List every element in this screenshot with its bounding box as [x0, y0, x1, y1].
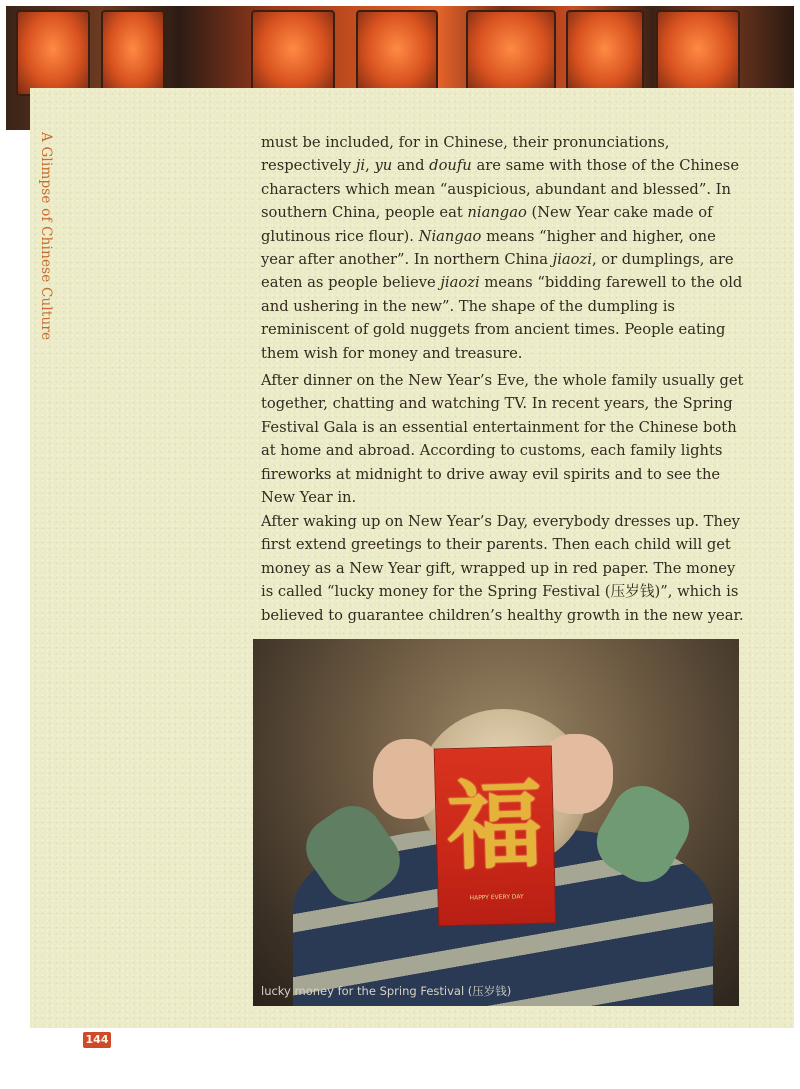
paragraph: must be included, for in Chinese, their pronunciations, respectively ji, yu and doufu are same with those of the Chinese characters which mean “auspicious, abundant and blessed”. In southern China, people eat niangao (New Year cake made of glutinous rice flour). Niangao means “higher and higher, one year after another”. In northern China jiaozi, or dumplings, are eaten as people believe jiaozi means “bidding farewell to the old and ushering in the new”. The shape of the dumpling is reminiscent of gold nuggets from ancient times. People eating them wish for money and treasure.	[261, 134, 743, 362]
lantern-decoration	[101, 10, 165, 96]
side-title: A Glimpse of Chinese Culture	[38, 132, 54, 341]
lantern-decoration	[356, 10, 438, 96]
lucky-money-photo	[253, 639, 739, 1006]
child-hand-left	[373, 739, 443, 819]
lantern-decoration	[566, 10, 644, 96]
fu-character: 福	[445, 767, 545, 884]
lantern-decoration	[466, 10, 556, 96]
lantern-decoration	[16, 10, 90, 96]
lantern-decoration	[251, 10, 335, 96]
paragraph: After dinner on the New Year’s Eve, the whole family usually get together, chatting and watching TV. In recent years, the Spring Festival Gala is an essential entertainment for the Chinese both at home and abroad. According to customs, each family lights fireworks at midnight to drive away evil spirits and to see the New Year in.	[261, 372, 744, 507]
page-number: 144	[83, 1032, 111, 1048]
paragraph: After waking up on New Year’s Day, everybody dresses up. They first extend greetings to their parents. Then each child will get money as a New Year gift, wrapped up in red paper. The money is called “lucky money for the Spring Festival (压岁钱)”, which is believed to guarantee children’s healthy growth in the new year.	[261, 513, 744, 624]
envelope-text: HAPPY EVERY DAY	[469, 893, 524, 902]
red-envelope	[434, 745, 557, 926]
lantern-decoration	[656, 10, 740, 96]
photo-caption: lucky money for the Spring Festival (压岁钱)	[261, 984, 512, 998]
